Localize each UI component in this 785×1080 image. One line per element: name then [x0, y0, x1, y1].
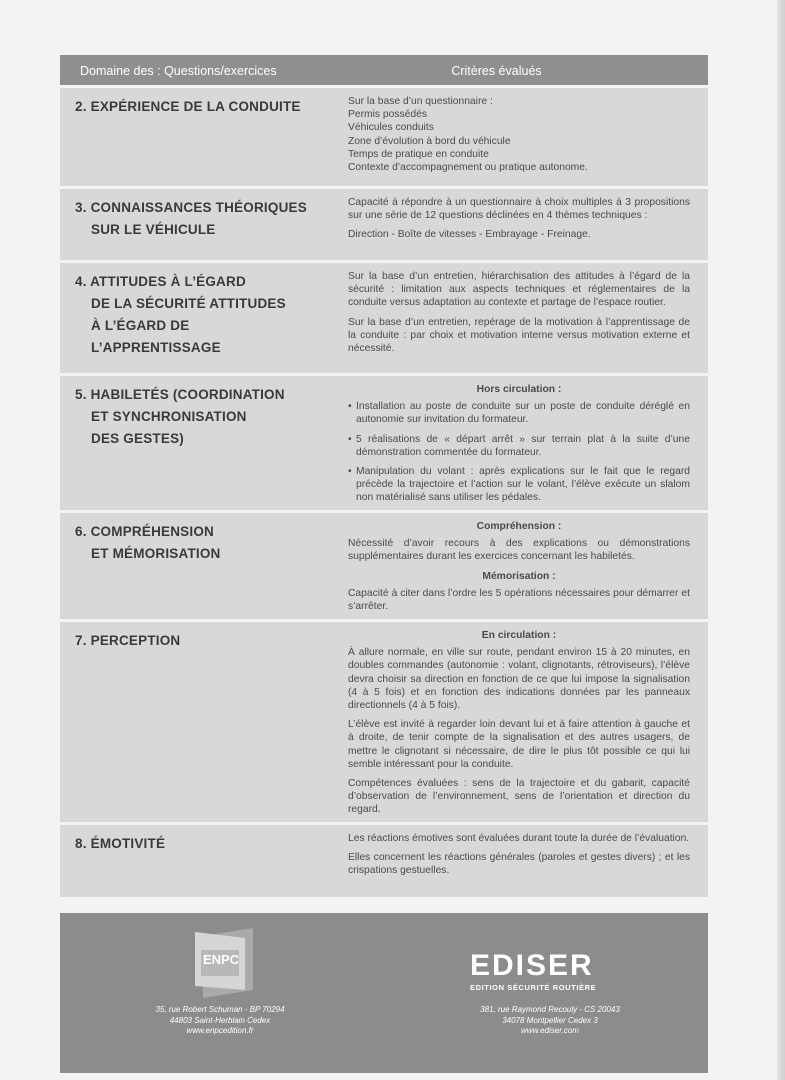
- bullet-text: Manipulation du volant : après explications sur le fait que le regard précède la trajectoire et l’action sur le volant, l’élève exécute un slalom non matérialisé sans utiliser les pédales.: [356, 466, 690, 504]
- criteria-table: [60, 55, 708, 897]
- domain-title-line: 8. ÉMOTIVITÉ: [75, 836, 166, 851]
- bullet-text: Installation au poste de conduite sur un poste de conduite déréglé en autonomie sur invitation du formateur.: [356, 401, 690, 426]
- domain-title: [60, 263, 330, 373]
- criteria-paragraph: Compétences évaluées : sens de la trajectoire et du gabarit, capacité d’observation de l’environnement, sens de l’orientation et direction du regard.: [348, 778, 690, 816]
- table-header: [60, 55, 708, 85]
- criteria-line: Sur la base d’un questionnaire :: [348, 96, 493, 107]
- bullet-dot: •: [348, 466, 352, 478]
- bullet-text: 5 réalisations de « départ arrêt » sur terrain plat à la suite d’une démonstration commentée du formateur.: [356, 433, 690, 458]
- domain-title-line: 4. ATTITUDES À L’ÉGARD: [75, 274, 246, 289]
- criteria-line: Zone d’évolution à bord du véhicule: [348, 135, 511, 147]
- criteria-paragraph: Sur la base d’un entretien, repérage de la motivation à l’apprentissage de la conduite : par choix et motivation interne versus motivation externe et nécessité.: [348, 316, 690, 355]
- criteria-paragraph: Sur la base d’un entretien, hiérarchisation des attitudes à l’égard de la sécurité : limitation aux aspects techniques et réglementaires de la conduite versus adaptation au contexte et partage de l’espace routier.: [348, 271, 690, 309]
- criteria-line: Véhicules conduits: [348, 122, 434, 134]
- domain-title: [60, 88, 330, 186]
- criteria-cell: [330, 622, 708, 822]
- criteria-paragraph: Direction - Boîte de vitesses - Embrayage - Freinage.: [348, 229, 591, 241]
- table-row-experience: [60, 88, 708, 186]
- ediser-tagline: EDITION SÉCURITÉ ROUTIÈRE: [470, 983, 597, 992]
- ediser-address: [455, 1005, 645, 1037]
- criteria-cell: [330, 376, 708, 510]
- bullet-dot: •: [348, 433, 352, 445]
- bullet-dot: •: [348, 401, 352, 413]
- criteria-paragraph: À allure normale, en ville sur route, pendant environ 15 à 20 minutes, en doubles commandes (autonomie : volant, clignotants, rétroviseurs), l’élève devra choisir sa direction en fonction de ce que lui impose la signalisation (4 à 5 fois) et en fonction des indications données par les panneaux directionnels (4 à 5 fois).: [348, 647, 690, 712]
- domain-title-line: ET SYNCHRONISATION: [91, 409, 247, 424]
- criteria-line: Temps de pratique en conduite: [348, 148, 489, 160]
- address-line: 35, rue Robert Schuman - BP 70294: [155, 1005, 285, 1014]
- address-line: 44803 Saint-Herblain Cedex: [169, 1015, 271, 1025]
- ediser-logo: [470, 951, 630, 992]
- domain-title-line: DES GESTES): [91, 431, 184, 446]
- criteria-subtitle: En circulation :: [481, 630, 557, 641]
- domain-title-line: 5. HABILETÉS (COORDINATION: [75, 387, 285, 402]
- criteria-paragraph: Elles concernent les réactions générales (paroles et gestes divers) ; et les crispations gestuelles.: [348, 852, 690, 877]
- table-row-comprehension: [60, 513, 708, 619]
- domain-title: [60, 376, 330, 510]
- criteria-bullet: [348, 433, 690, 459]
- website-link[interactable]: www.ediser.com: [521, 1026, 579, 1035]
- enpc-address: [125, 1005, 315, 1037]
- website-link[interactable]: www.enpcedition.fr: [186, 1026, 254, 1035]
- page-edge: [777, 0, 785, 1080]
- criteria-paragraph: Nécessité d’avoir recours à des explications ou démonstrations supplémentaires durant les exercices concernant les habiletés.: [348, 538, 690, 563]
- criteria-paragraph: Capacité à citer dans l’ordre les 5 opérations nécessaires pour démarrer et s’arrêter.: [348, 587, 690, 613]
- table-row-emotivite: [60, 825, 708, 897]
- header-criteria: Critères évalués: [451, 64, 542, 78]
- criteria-cell: [330, 513, 708, 619]
- domain-title-line: 6. COMPRÉHENSION: [75, 524, 214, 539]
- enpc-logo-text: ENPC: [202, 952, 240, 967]
- ediser-logo-text: EDISER: [470, 949, 594, 982]
- domain-title: [60, 825, 330, 897]
- table-row-perception: [60, 622, 708, 822]
- criteria-cell: [330, 189, 708, 260]
- enpc-logo: [195, 928, 253, 998]
- criteria-subtitle: Hors circulation :: [476, 384, 562, 395]
- header-domain: Domaine des : Questions/exercices: [80, 64, 277, 78]
- footer: [60, 913, 708, 1073]
- domain-title-line: SUR LE VÉHICULE: [91, 222, 216, 237]
- criteria-cell: [330, 263, 708, 373]
- criteria-cell: [330, 825, 708, 897]
- domain-title: [60, 513, 330, 619]
- table-row-habiletes: [60, 376, 708, 510]
- domain-title-line: ET MÉMORISATION: [91, 546, 221, 561]
- criteria-paragraph: L’élève est invité à regarder loin devant lui et à faire attention à gauche et à droite, de tenir compte de la signalisation et des autres usagers, de mettre le clignotant si nécessaire, de dire le plus tôt possible ce qui lui semble intéressant pour la conduite.: [348, 719, 690, 770]
- criteria-bullet: [348, 400, 690, 426]
- address-line: 34078 Montpellier Cedex 3: [502, 1015, 598, 1025]
- criteria-subtitle: Compréhension :: [476, 521, 562, 532]
- criteria-cell: [330, 88, 708, 186]
- domain-title-line: À L’ÉGARD DE L’APPRENTISSAGE: [91, 318, 221, 355]
- domain-title-line: 3. CONNAISSANCES THÉORIQUES: [75, 200, 307, 215]
- table-row-attitudes: [60, 263, 708, 373]
- domain-title: [60, 189, 330, 260]
- criteria-subtitle: Mémorisation :: [482, 570, 556, 582]
- domain-title: [60, 622, 330, 822]
- domain-title-line: DE LA SÉCURITÉ ATTITUDES: [91, 296, 286, 311]
- criteria-paragraph: Capacité à répondre à un questionnaire à choix multiples à 3 propositions sur une série de 12 questions déclinées en 4 thèmes techniques :: [348, 197, 690, 222]
- criteria-line: Contexte d’accompagnement ou pratique autonome.: [348, 162, 588, 174]
- table-row-connaissances: [60, 189, 708, 260]
- domain-title-line: 2. EXPÉRIENCE DE LA CONDUITE: [75, 99, 301, 114]
- criteria-paragraph: Les réactions émotives sont évaluées durant toute la durée de l’évaluation.: [348, 833, 690, 844]
- criteria-line: Permis possédés: [348, 109, 427, 121]
- domain-title-line: 7. PERCEPTION: [75, 633, 181, 648]
- address-line: 381, rue Raymond Recouly - CS 20043: [480, 1005, 620, 1014]
- criteria-bullet: [348, 465, 690, 505]
